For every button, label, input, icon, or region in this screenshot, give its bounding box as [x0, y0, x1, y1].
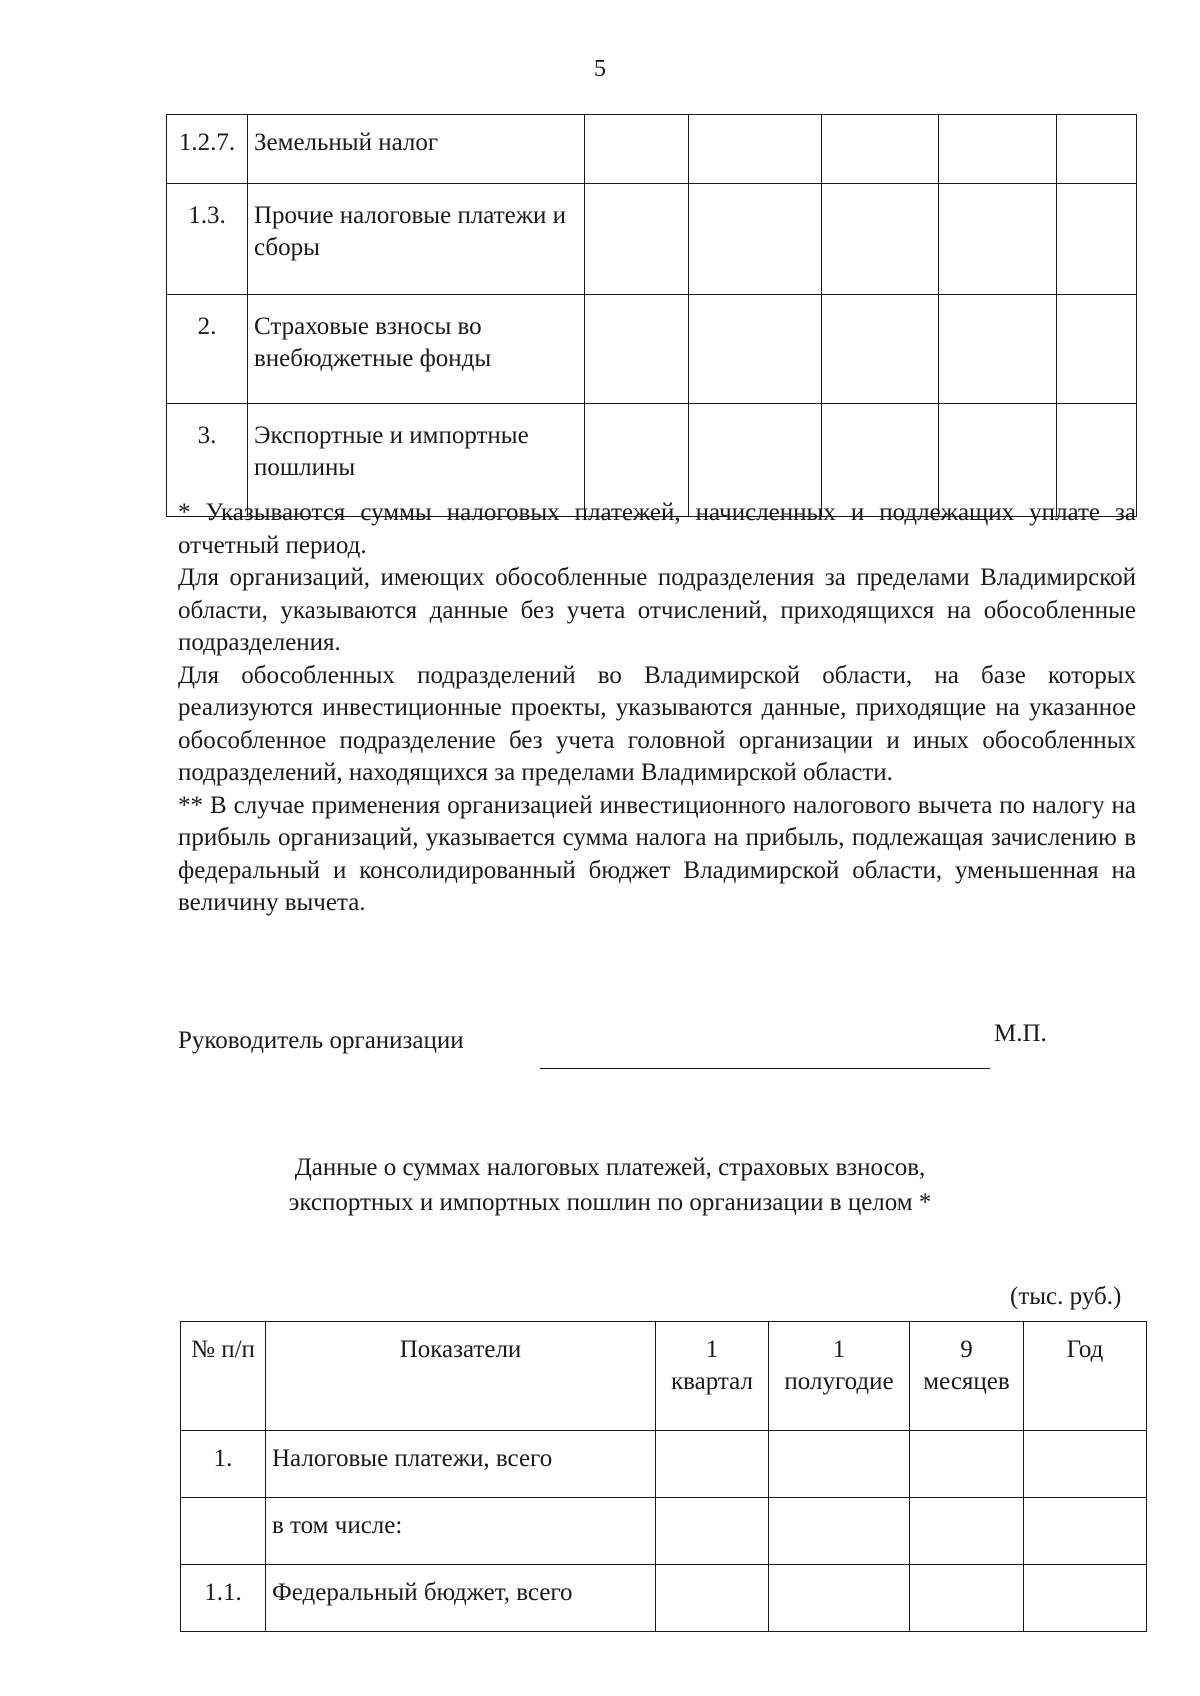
heading-line-2: экспортных и импортных пошлин по организации в целом * [288, 1189, 932, 1216]
table-header-row [181, 1322, 1147, 1431]
table-row [167, 295, 1137, 404]
header-indicators: Показатели [266, 1322, 656, 1431]
value-cell[interactable] [1057, 115, 1137, 184]
row-label: в том числе: [266, 1498, 656, 1565]
units-label: (тыс. руб.) [1010, 1283, 1122, 1310]
value-cell[interactable] [822, 295, 939, 404]
value-cell[interactable] [1024, 1565, 1147, 1632]
header-nine-months [910, 1322, 1024, 1431]
value-cell[interactable] [1024, 1498, 1147, 1565]
footnote-1: * Указываются суммы налоговых платежей, начисленных и подлежащих уплате за отчетный период. [178, 499, 1136, 559]
footnote-2: Для организаций, имеющих обособленные подразделения за пределами Владимирской области, указываются данные без учета отчислений, приходящихся на обособленные подразделения. [178, 564, 1136, 656]
value-cell[interactable] [656, 1431, 769, 1498]
row-number: 1.1. [181, 1565, 266, 1632]
table-row [167, 184, 1137, 295]
table-row [167, 115, 1137, 184]
table-row [181, 1498, 1147, 1565]
value-cell[interactable] [656, 1498, 769, 1565]
value-cell[interactable] [1057, 295, 1137, 404]
value-cell[interactable] [822, 184, 939, 295]
row-number: 1. [181, 1431, 266, 1498]
row-number: 2. [167, 295, 248, 404]
value-cell[interactable] [910, 1565, 1024, 1632]
value-cell[interactable] [910, 1431, 1024, 1498]
signature-line[interactable] [540, 1068, 990, 1069]
header-year: Год [1024, 1322, 1147, 1431]
value-cell[interactable] [585, 295, 689, 404]
tax-table-organization [180, 1321, 1147, 1632]
value-cell[interactable] [585, 115, 689, 184]
value-cell[interactable] [689, 184, 822, 295]
table-row [181, 1565, 1147, 1632]
row-label: Налоговые платежи, всего [266, 1431, 656, 1498]
section-heading [200, 1150, 1020, 1220]
row-number: 3. [167, 404, 248, 517]
header-half-year [769, 1322, 910, 1431]
row-label: Прочие налоговые платежи и сборы [248, 184, 585, 295]
header-nine-months-top: 9 [960, 1336, 973, 1363]
value-cell[interactable] [1057, 184, 1137, 295]
footnotes [178, 497, 1136, 920]
value-cell[interactable] [1024, 1431, 1147, 1498]
row-label: Страховые взносы во внебюджетные фонды [248, 295, 585, 404]
value-cell[interactable] [939, 295, 1057, 404]
footnote-3: Для обособленных подразделений во Владимирской области, на базе которых реализуются инвестиционные проекты, указываются данные, приходящие на указанное обособленное подразделение без учета головной организации и иных обособленных подразделений, находящихся за пределами Владимирской области. [178, 661, 1136, 786]
header-half-year-bottom: полугодие [784, 1368, 894, 1395]
row-number: 1.2.7. [167, 115, 248, 184]
stamp-place: М.П. [994, 1020, 1047, 1047]
value-cell[interactable] [769, 1498, 910, 1565]
value-cell[interactable] [939, 115, 1057, 184]
value-cell[interactable] [822, 115, 939, 184]
header-quarter-bottom: квартал [671, 1368, 753, 1395]
row-label: Земельный налог [248, 115, 585, 184]
tax-table-continued [166, 114, 1137, 517]
value-cell[interactable] [689, 115, 822, 184]
value-cell[interactable] [656, 1565, 769, 1632]
value-cell[interactable] [689, 295, 822, 404]
value-cell[interactable] [585, 184, 689, 295]
page-number: 5 [594, 56, 606, 82]
value-cell[interactable] [769, 1431, 910, 1498]
value-cell[interactable] [939, 184, 1057, 295]
row-number [181, 1498, 266, 1565]
row-label: Федеральный бюджет, всего [266, 1565, 656, 1632]
header-quarter-top: 1 [705, 1336, 719, 1363]
row-number: 1.3. [167, 184, 248, 295]
signature-label: Руководитель организации [178, 1027, 464, 1054]
value-cell[interactable] [769, 1565, 910, 1632]
header-nine-months-bottom: месяцев [923, 1368, 1010, 1395]
header-quarter [656, 1322, 769, 1431]
value-cell[interactable] [910, 1498, 1024, 1565]
footnote-4: ** В случае применения организацией инвестиционного налогового вычета по налогу на прибыль организаций, указывается сумма налога на прибыль, подлежащая зачислению в федеральный и консолидированный бюджет Владимирской области, уменьшенная на величину вычета. [178, 791, 1136, 916]
heading-line-1: Данные о суммах налоговых платежей, страховых взносов, [294, 1154, 926, 1181]
row-label: Экспортные и импортные пошлины [248, 404, 585, 517]
table-row [181, 1431, 1147, 1498]
header-num: № п/п [181, 1322, 266, 1431]
header-half-year-top: 1 [832, 1336, 846, 1363]
